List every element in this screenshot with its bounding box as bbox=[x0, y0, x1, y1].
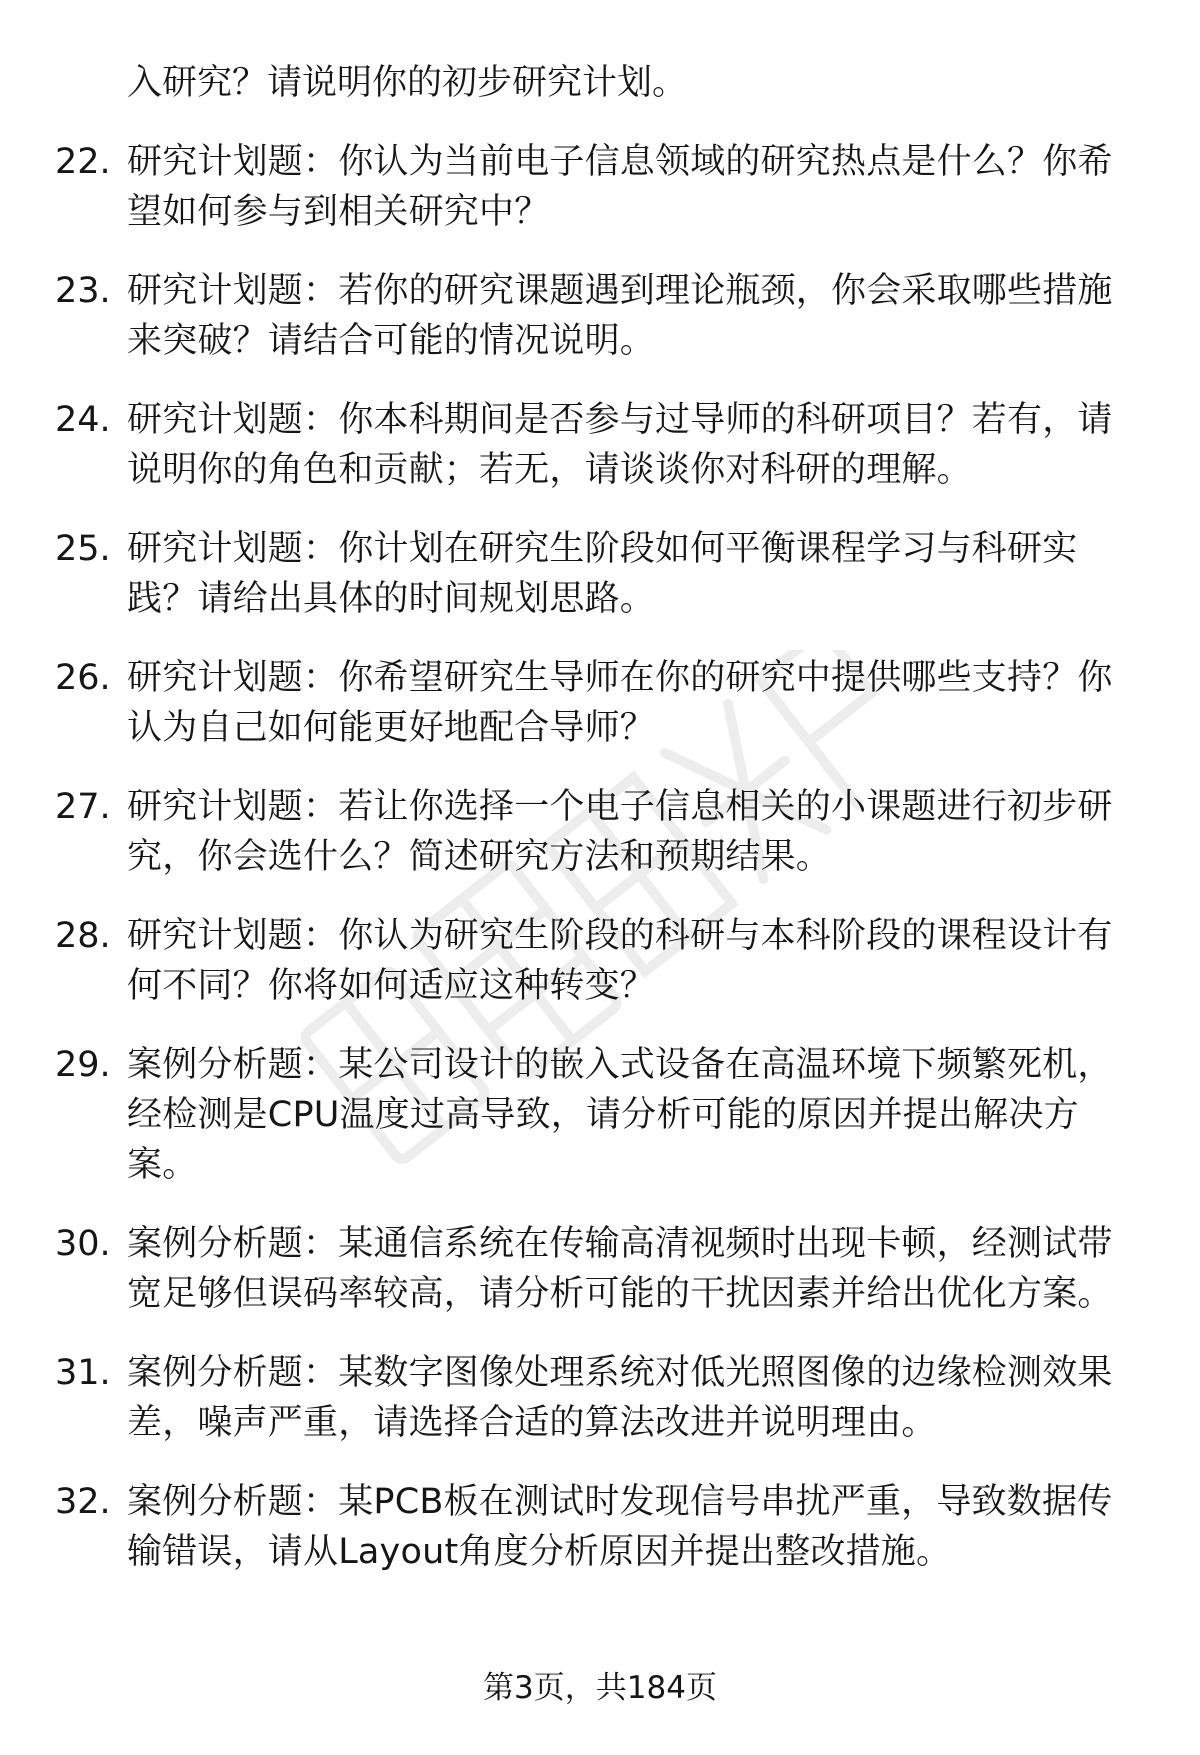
question-number: 32. bbox=[55, 1482, 111, 1522]
question-text: 研究计划题：你认为研究生阶段的科研与本科阶段的课程设计有何不同？你将如何适应这种转变？ bbox=[127, 916, 1113, 1006]
question-item bbox=[55, 266, 1145, 366]
question-text: 研究计划题：你计划在研究生阶段如何平衡课程学习与科研实践？请给出具体的时间规划思路。 bbox=[127, 529, 1078, 619]
question-item bbox=[55, 911, 1145, 1011]
question-text: 研究计划题：若让你选择一个电子信息相关的小课题进行初步研究，你会选什么？简述研究方法和预期结果。 bbox=[127, 787, 1113, 877]
question-number: 23. bbox=[55, 271, 111, 311]
question-text: 案例分析题：某通信系统在传输高清视频时出现卡顿，经测试带宽足够但误码率较高，请分析可能的干扰因素并给出优化方案。 bbox=[127, 1224, 1113, 1314]
question-item bbox=[55, 782, 1145, 882]
page-footer: 第3页，共184页 bbox=[483, 1670, 717, 1706]
question-item bbox=[55, 524, 1145, 624]
question-number: 31. bbox=[55, 1353, 111, 1393]
question-text: 研究计划题：你希望研究生导师在你的研究中提供哪些支持？你认为自己如何能更好地配合导师？ bbox=[127, 658, 1113, 748]
question-item bbox=[55, 395, 1145, 495]
question-item bbox=[55, 1040, 1145, 1190]
question-item bbox=[55, 653, 1145, 753]
question-item bbox=[55, 1348, 1145, 1448]
question-number: 26. bbox=[55, 658, 111, 698]
question-text: 案例分析题：某公司设计的嵌入式设备在高温环境下频繁死机，经检测是CPU温度过高导致，请分析可能的原因并提出解决方案。 bbox=[127, 1045, 1113, 1185]
question-number: 25. bbox=[55, 529, 111, 569]
question-number: 22. bbox=[55, 142, 111, 182]
question-text: 研究计划题：你认为当前电子信息领域的研究热点是什么？你希望如何参与到相关研究中？ bbox=[127, 142, 1113, 232]
question-number: 27. bbox=[55, 787, 111, 827]
question-number: 30. bbox=[55, 1224, 111, 1264]
question-number: 29. bbox=[55, 1045, 111, 1085]
question-item bbox=[55, 1219, 1145, 1319]
question-item bbox=[55, 137, 1145, 237]
question-text: 案例分析题：某PCB板在测试时发现信号串扰严重，导致数据传输错误，请从Layout角度分析原因并提出整改措施。 bbox=[127, 1482, 1113, 1572]
question-item bbox=[55, 1477, 1145, 1577]
question-text: 案例分析题：某数字图像处理系统对低光照图像的边缘检测效果差，噪声严重，请选择合适的算法改进并说明理由。 bbox=[127, 1353, 1113, 1443]
question-text: 研究计划题：你本科期间是否参与过导师的科研项目？若有，请说明你的角色和贡献；若无，请谈谈你对科研的理解。 bbox=[127, 400, 1113, 490]
continuation-line: 入研究？请说明你的初步研究计划。 bbox=[127, 63, 688, 103]
question-text: 研究计划题：若你的研究课题遇到理论瓶颈，你会采取哪些措施来突破？请结合可能的情况说明。 bbox=[127, 271, 1113, 361]
question-number: 24. bbox=[55, 400, 111, 440]
question-number: 28. bbox=[55, 916, 111, 956]
question-list bbox=[55, 58, 1145, 1606]
